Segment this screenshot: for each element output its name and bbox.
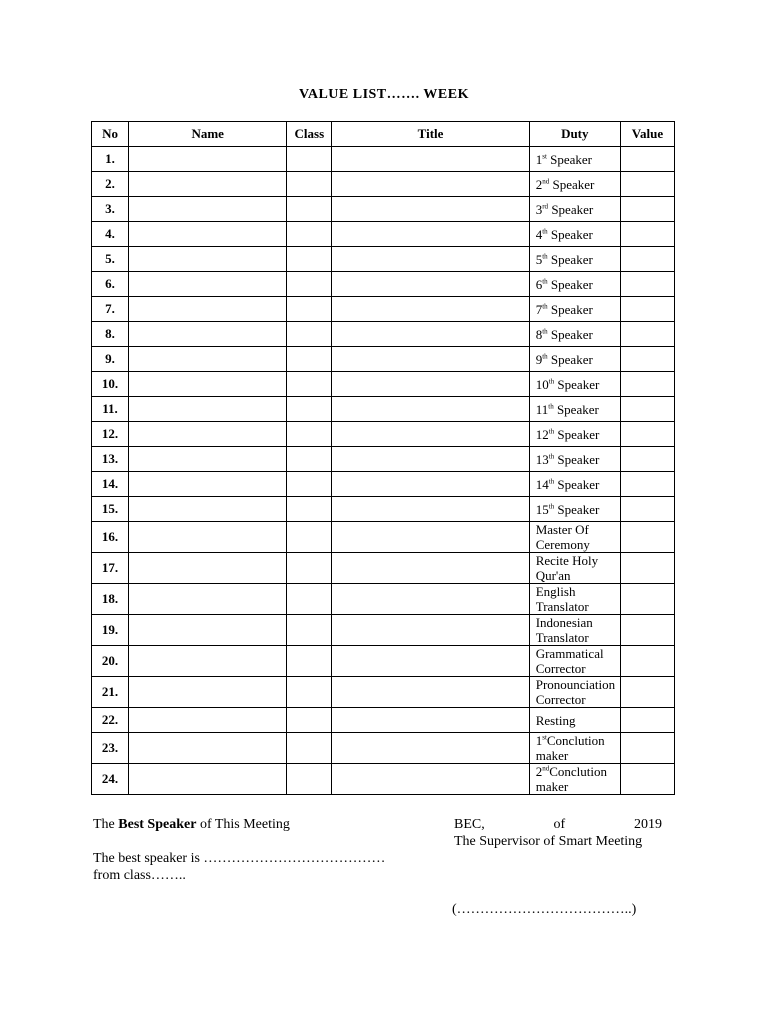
cell-no: 3. [92,197,129,222]
cell-value[interactable] [620,615,674,646]
cell-class[interactable] [287,764,332,795]
cell-name[interactable] [129,646,287,677]
cell-duty: Indonesian Translator [529,615,620,646]
table-row [92,584,675,615]
duty-label: Speaker [547,301,593,317]
duty-number: 10 [535,376,549,392]
cell-value[interactable] [620,397,674,422]
cell-value[interactable] [620,197,674,222]
cell-name[interactable] [129,247,287,272]
cell-value[interactable] [620,222,674,247]
duty-label: Speaker [554,376,600,392]
cell-title[interactable] [332,615,529,646]
cell-no: 15. [92,497,129,522]
table-row [92,522,675,553]
header-title: Title [332,122,529,147]
cell-value[interactable] [620,247,674,272]
best-speaker-label [93,817,290,833]
cell-title[interactable] [332,222,529,247]
cell-no: 8. [92,322,129,347]
cell-duty [529,272,620,297]
cell-class[interactable] [287,584,332,615]
header-name: Name [129,122,287,147]
cell-name[interactable] [129,553,287,584]
cell-duty: Resting [529,708,620,733]
cell-name[interactable] [129,708,287,733]
table-row [92,708,675,733]
cell-no: 14. [92,472,129,497]
cell-value[interactable] [620,553,674,584]
cell-no: 4. [92,222,129,247]
cell-no: 20. [92,646,129,677]
best-bold: Best Speaker [118,817,197,832]
cell-name[interactable] [129,322,287,347]
cell-class[interactable] [287,615,332,646]
best-suffix: of This Meeting [196,817,290,832]
cell-title[interactable] [332,147,529,172]
cell-no: 9. [92,347,129,372]
table-body [92,147,675,795]
of-label: of [553,817,566,832]
table-row [92,472,675,497]
cell-class[interactable] [287,422,332,447]
cell-name[interactable] [129,297,287,322]
duty-number: 1 [535,151,543,167]
cell-value[interactable] [620,447,674,472]
table-row [92,646,675,677]
table-row [92,553,675,584]
cell-class[interactable] [287,447,332,472]
duty-label: Speaker [548,201,594,217]
cell-value[interactable] [620,472,674,497]
duty-label: Speaker [546,151,593,167]
duty-label: Speaker [554,451,600,467]
cell-no: 6. [92,272,129,297]
cell-title[interactable] [332,472,529,497]
duty-ordinal: th [542,277,548,286]
cell-title[interactable] [332,584,529,615]
table-row [92,397,675,422]
table-row [92,447,675,472]
cell-class[interactable] [287,197,332,222]
cell-duty [529,372,620,397]
duty-ordinal: th [548,502,555,511]
cell-value[interactable] [620,372,674,397]
cell-value[interactable] [620,422,674,447]
cell-name[interactable] [129,584,287,615]
cell-duty [529,222,620,247]
table-row [92,764,675,795]
cell-title[interactable] [332,677,529,708]
duty-ordinal: th [548,452,555,461]
cell-no: 16. [92,522,129,553]
duty-label: Speaker [554,501,600,517]
duty-number: 9 [535,351,543,367]
cell-class[interactable] [287,247,332,272]
cell-class[interactable] [287,297,332,322]
cell-duty [529,422,620,447]
table-row [92,222,675,247]
table-row [92,497,675,522]
cell-name[interactable] [129,422,287,447]
cell-title[interactable] [332,172,529,197]
cell-no: 12. [92,422,129,447]
header-class: Class [287,122,332,147]
cell-class[interactable] [287,497,332,522]
duty-label: Speaker [547,226,593,242]
cell-duty: Pronounciation Corrector [529,677,620,708]
cell-value[interactable] [620,677,674,708]
duty-ordinal: th [548,427,555,436]
cell-title[interactable] [332,347,529,372]
cell-title[interactable] [332,397,529,422]
duty-number: 6 [535,276,543,292]
cell-title[interactable] [332,372,529,397]
from-class-field: from class…….. [93,868,186,883]
cell-value[interactable] [620,272,674,297]
duty-label: Speaker [554,426,600,442]
duty-ordinal: th [548,377,555,386]
cell-no: 7. [92,297,129,322]
duty-number: 4 [535,226,543,242]
bec-date-line [454,817,662,833]
duty-label: Conclution maker [535,764,607,794]
cell-duty [529,197,620,222]
cell-duty [529,497,620,522]
cell-title[interactable] [332,247,529,272]
duty-number: 8 [535,326,543,342]
cell-no: 5. [92,247,129,272]
duty-number: 2 [535,176,543,192]
cell-duty [529,397,620,422]
cell-duty [529,297,620,322]
duty-label: Speaker [554,476,600,492]
cell-name[interactable] [129,472,287,497]
table-row [92,733,675,764]
cell-value[interactable] [620,322,674,347]
cell-value[interactable] [620,733,674,764]
cell-name[interactable] [129,272,287,297]
cell-duty [529,147,620,172]
cell-duty [529,472,620,497]
cell-no: 23. [92,733,129,764]
cell-class[interactable] [287,733,332,764]
duty-number: 14 [535,476,549,492]
duty-ordinal: th [542,252,548,261]
header-duty: Duty [529,122,620,147]
cell-value[interactable] [620,347,674,372]
table-row [92,677,675,708]
signature-line: (………………………………..) [452,902,637,917]
duty-label: Speaker [553,401,599,417]
duty-number: 5 [535,251,543,267]
cell-title[interactable] [332,553,529,584]
cell-name[interactable] [129,764,287,795]
cell-class[interactable] [287,522,332,553]
cell-title[interactable] [332,447,529,472]
table-row [92,147,675,172]
cell-name[interactable] [129,222,287,247]
duty-label: Speaker [547,351,593,367]
cell-class[interactable] [287,397,332,422]
cell-duty: Grammatical Corrector [529,646,620,677]
duty-ordinal: th [542,227,548,236]
cell-name[interactable] [129,147,287,172]
cell-no: 1. [92,147,129,172]
cell-value[interactable] [620,497,674,522]
cell-duty [529,764,620,795]
table-row [92,615,675,646]
cell-name[interactable] [129,447,287,472]
table-row [92,422,675,447]
duty-label: Speaker [547,251,593,267]
cell-class[interactable] [287,553,332,584]
duty-ordinal: th [542,327,548,336]
table-row [92,172,675,197]
cell-title[interactable] [332,522,529,553]
duty-ordinal: rd [542,202,549,211]
cell-no: 2. [92,172,129,197]
cell-class[interactable] [287,347,332,372]
duty-number: 13 [535,451,549,467]
duty-number: 15 [535,501,549,517]
duty-label: Conclution maker [535,733,605,763]
duty-number: 1 [535,733,543,748]
cell-class[interactable] [287,677,332,708]
cell-no: 13. [92,447,129,472]
duty-number: 12 [535,426,549,442]
cell-name[interactable] [129,397,287,422]
duty-ordinal: th [548,477,555,486]
cell-no: 17. [92,553,129,584]
cell-name[interactable] [129,197,287,222]
duty-ordinal: st [542,152,547,161]
duty-ordinal: nd [542,764,550,773]
cell-title[interactable] [332,297,529,322]
bec-label: BEC, [454,817,485,832]
duty-ordinal: nd [542,177,550,186]
table-header-row [92,122,675,147]
cell-name[interactable] [129,172,287,197]
cell-name[interactable] [129,615,287,646]
duty-number: 3 [535,201,543,217]
cell-name[interactable] [129,497,287,522]
cell-duty: Recite Holy Qur'an [529,553,620,584]
cell-name[interactable] [129,677,287,708]
cell-duty [529,247,620,272]
cell-title[interactable] [332,646,529,677]
cell-duty [529,322,620,347]
cell-no: 22. [92,708,129,733]
table-row [92,272,675,297]
cell-class[interactable] [287,708,332,733]
cell-class[interactable] [287,472,332,497]
cell-name[interactable] [129,372,287,397]
cell-no: 19. [92,615,129,646]
duty-ordinal: th [542,302,548,311]
cell-title[interactable] [332,497,529,522]
cell-duty: English Translator [529,584,620,615]
cell-class[interactable] [287,372,332,397]
cell-duty [529,447,620,472]
cell-no: 21. [92,677,129,708]
cell-title[interactable] [332,422,529,447]
cell-title[interactable] [332,708,529,733]
duty-number: 7 [535,301,543,317]
header-value: Value [620,122,674,147]
cell-value[interactable] [620,584,674,615]
cell-no: 11. [92,397,129,422]
duty-label: Speaker [549,176,595,192]
table-row [92,197,675,222]
cell-value[interactable] [620,764,674,795]
cell-duty [529,733,620,764]
cell-value[interactable] [620,297,674,322]
page-title: VALUE LIST……. WEEK [299,87,469,102]
cell-name[interactable] [129,733,287,764]
cell-value[interactable] [620,646,674,677]
duty-ordinal: st [542,733,547,742]
supervisor-label: The Supervisor of Smart Meeting [454,834,643,849]
duty-ordinal: th [542,352,548,361]
cell-no: 18. [92,584,129,615]
cell-class[interactable] [287,272,332,297]
cell-class[interactable] [287,147,332,172]
table-row [92,297,675,322]
cell-class[interactable] [287,222,332,247]
cell-value[interactable] [620,708,674,733]
duty-ordinal: th [548,402,554,411]
value-list-table [91,121,675,795]
best-prefix: The [93,817,119,832]
cell-name[interactable] [129,347,287,372]
cell-no: 10. [92,372,129,397]
table-row [92,247,675,272]
cell-duty: Master Of Ceremony [529,522,620,553]
cell-duty [529,347,620,372]
cell-title[interactable] [332,764,529,795]
cell-title[interactable] [332,733,529,764]
cell-value[interactable] [620,522,674,553]
cell-title[interactable] [332,197,529,222]
duty-label: Speaker [547,326,593,342]
cell-duty [529,172,620,197]
table-row [92,322,675,347]
cell-class[interactable] [287,646,332,677]
cell-name[interactable] [129,522,287,553]
duty-number: 2 [535,764,543,779]
table-row [92,372,675,397]
duty-label: Speaker [547,276,593,292]
header-no: No [92,122,129,147]
cell-class[interactable] [287,322,332,347]
cell-value[interactable] [620,147,674,172]
table-row [92,347,675,372]
cell-no: 24. [92,764,129,795]
year-label: 2019 [634,817,662,832]
cell-value[interactable] [620,172,674,197]
cell-class[interactable] [287,172,332,197]
duty-number: 11 [535,401,549,417]
best-speaker-field: The best speaker is ………………………………… [93,851,386,866]
cell-title[interactable] [332,272,529,297]
cell-title[interactable] [332,322,529,347]
